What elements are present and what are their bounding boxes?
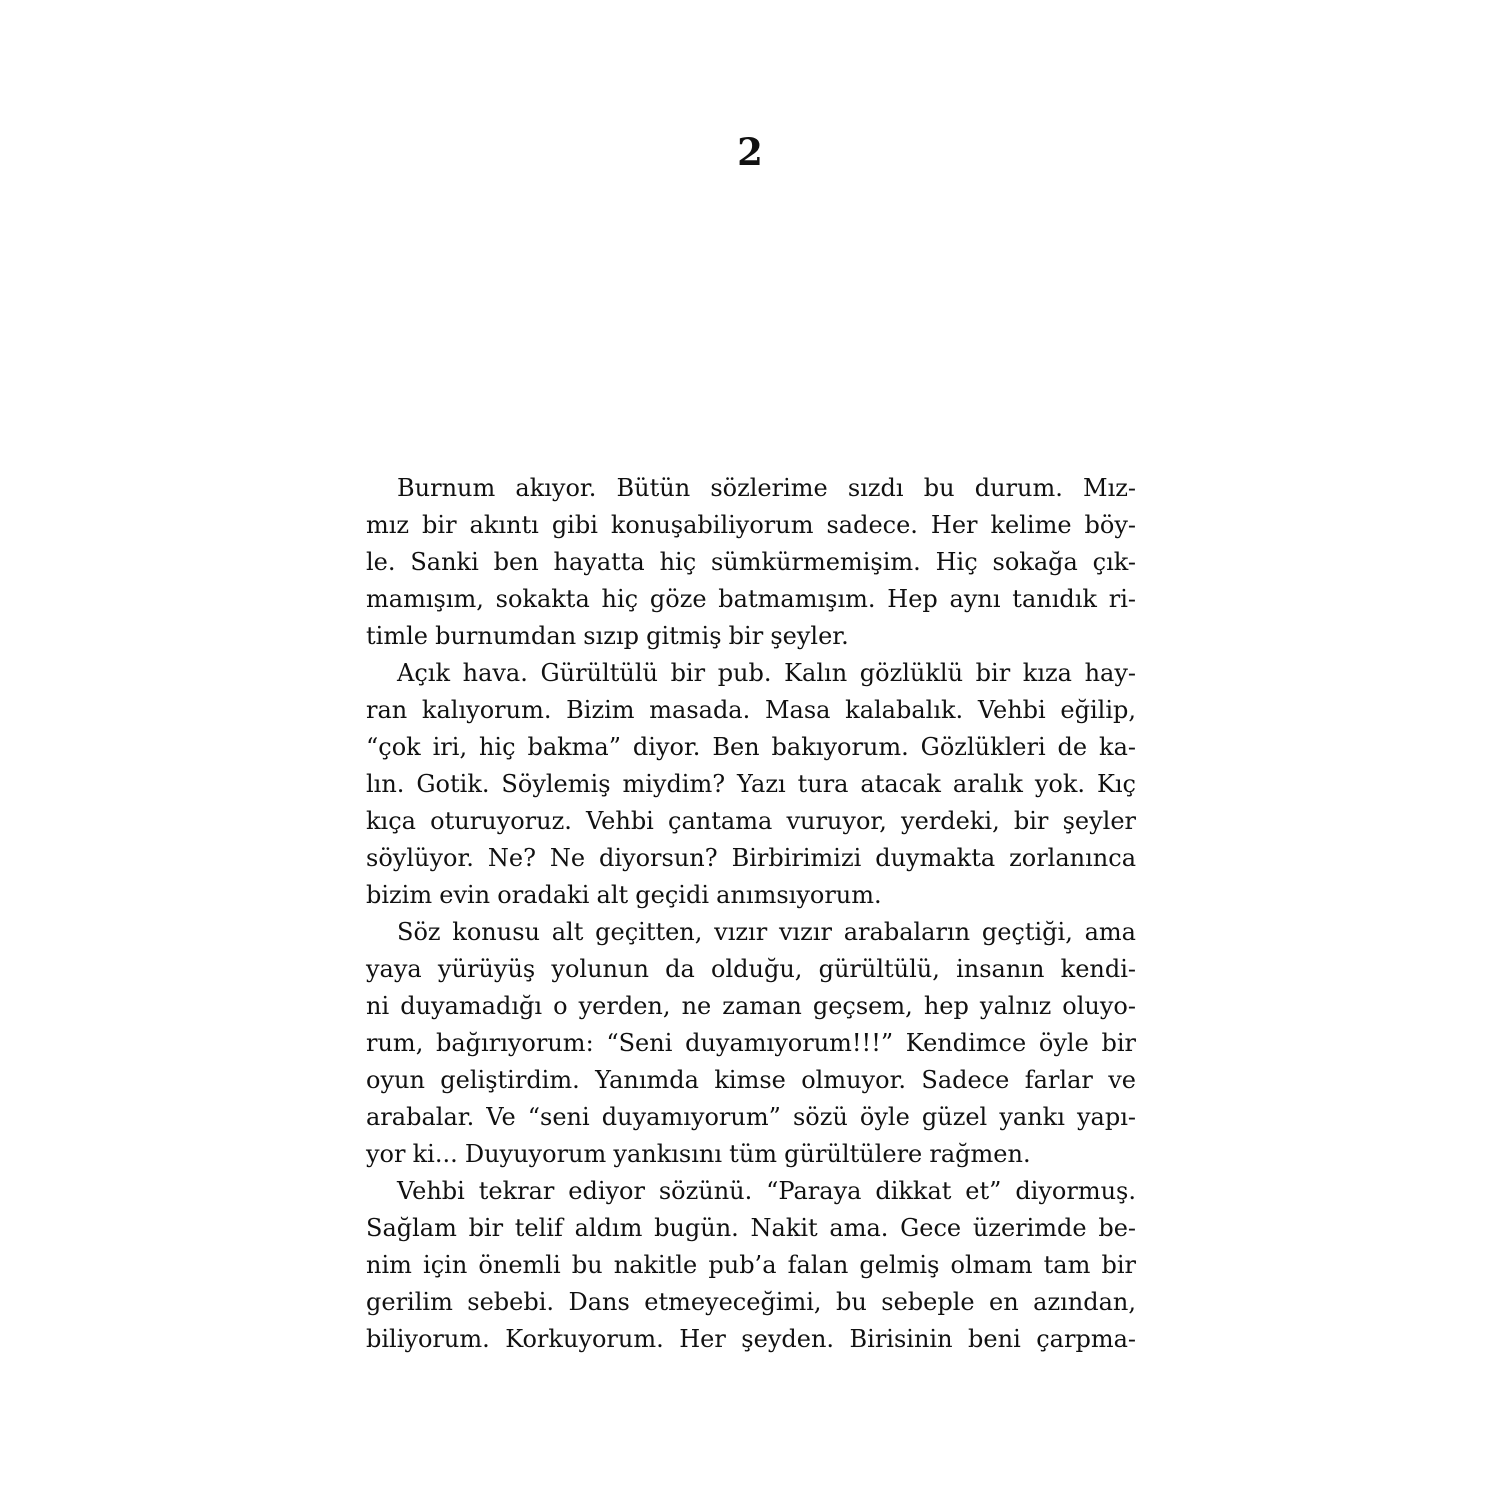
- paragraph: [366, 1173, 1136, 1358]
- text-line: Sağlam bir telif aldım bugün. Nakit ama. Gece üzerimde be-: [366, 1214, 1136, 1242]
- body-text: [366, 470, 1136, 1358]
- paragraph: [366, 914, 1136, 1173]
- paragraph: [366, 470, 1136, 655]
- text-line: nim için önemli bu nakitle pub’a falan gelmiş olmam tam bir: [366, 1251, 1136, 1279]
- text-line: söylüyor. Ne? Ne diyorsun? Birbirimizi duymakta zorlanınca: [366, 844, 1136, 872]
- text-line: bizim evin oradaki alt geçidi anımsıyorum.: [366, 881, 882, 909]
- text-line: “çok iri, hiç bakma” diyor. Ben bakıyorum. Gözlükleri de ka-: [366, 733, 1136, 761]
- text-line: arabalar. Ve “seni duyamıyorum” sözü öyle güzel yankı yapı-: [366, 1103, 1136, 1131]
- text-line: rum, bağırıyorum: “Seni duyamıyorum!!!” Kendimce öyle bir: [366, 1029, 1136, 1057]
- text-line: Açık hava. Gürültülü bir pub. Kalın gözlüklü bir kıza hay-: [397, 659, 1136, 687]
- text-line: gerilim sebebi. Dans etmeyeceğimi, bu sebeple en azından,: [366, 1288, 1136, 1316]
- text-line: yaya yürüyüş yolunun da olduğu, gürültülü, insanın kendi-: [366, 955, 1136, 983]
- text-line: le. Sanki ben hayatta hiç sümkürmemişim. Hiç sokağa çık-: [366, 548, 1136, 576]
- text-line: ran kalıyorum. Bizim masada. Masa kalabalık. Vehbi eğilip,: [366, 696, 1136, 724]
- text-line: mamışım, sokakta hiç göze batmamışım. Hep aynı tanıdık ri-: [366, 585, 1136, 613]
- text-line: Burnum akıyor. Bütün sözlerime sızdı bu durum. Mız-: [397, 474, 1136, 502]
- text-line: oyun geliştirdim. Yanımda kimse olmuyor. Sadece farlar ve: [366, 1066, 1136, 1094]
- paragraph: [366, 655, 1136, 914]
- text-line: biliyorum. Korkuyorum. Her şeyden. Birisinin beni çarpma-: [366, 1325, 1136, 1353]
- text-line: lın. Gotik. Söylemiş miydim? Yazı tura atacak aralık yok. Kıç: [366, 770, 1136, 798]
- text-line: yor ki... Duyuyorum yankısını tüm gürültülere rağmen.: [366, 1140, 1031, 1168]
- text-line: mız bir akıntı gibi konuşabiliyorum sadece. Her kelime böy-: [366, 511, 1136, 539]
- text-line: Söz konusu alt geçitten, vızır vızır arabaların geçtiği, ama: [397, 918, 1136, 946]
- text-line: kıça oturuyoruz. Vehbi çantama vuruyor, yerdeki, bir şeyler: [366, 807, 1136, 835]
- chapter-number: 2: [737, 130, 763, 174]
- text-line: timle burnumdan sızıp gitmiş bir şeyler.: [366, 622, 849, 650]
- text-line: ni duyamadığı o yerden, ne zaman geçsem, hep yalnız oluyo-: [366, 992, 1136, 1020]
- text-line: Vehbi tekrar ediyor sözünü. “Paraya dikkat et” diyormuş.: [397, 1177, 1136, 1205]
